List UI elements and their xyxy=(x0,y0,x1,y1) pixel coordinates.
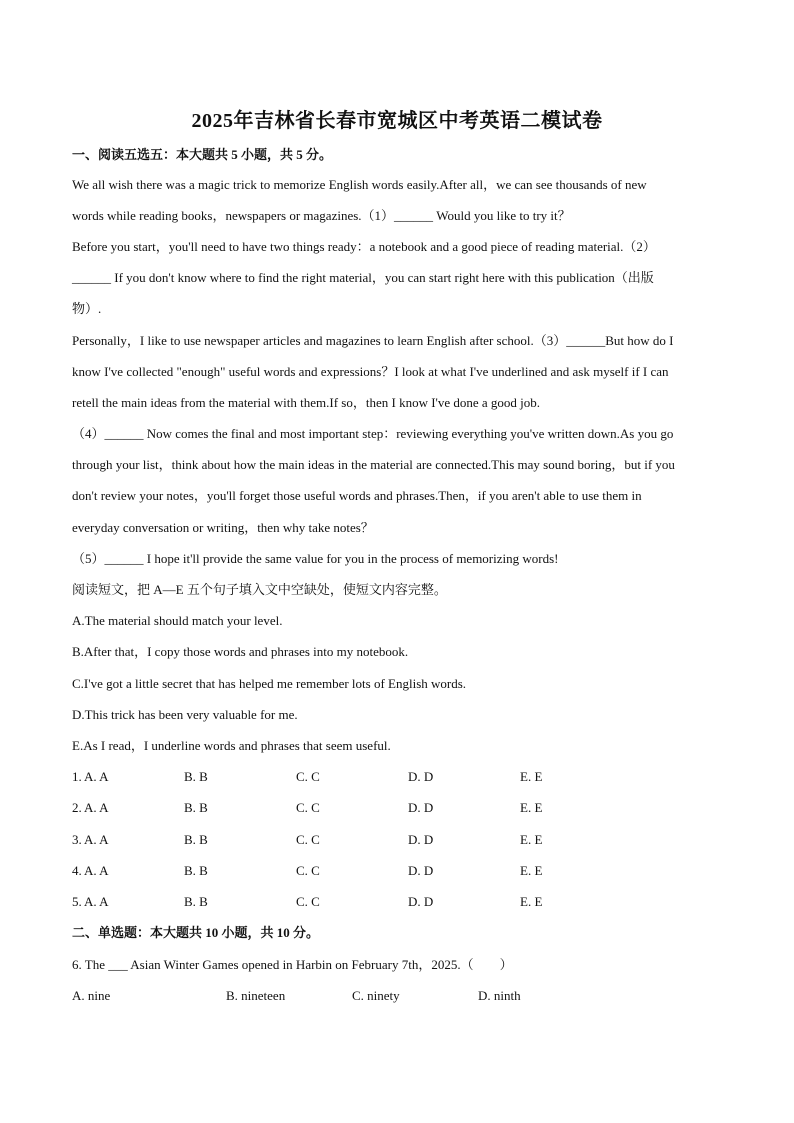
choice-d[interactable]: D. D xyxy=(408,769,434,784)
sentence-option-e: E.As I read，I underline words and phrases that seem useful. xyxy=(72,738,391,753)
choice-c[interactable]: C. C xyxy=(296,769,320,784)
passage-line: （5）______ I hope it'll provide the same value for you in the process of memorizing words! xyxy=(72,551,559,566)
question-6-stem: 6. The ___ Asian Winter Games opened in Harbin on February 7th，2025.（ ） xyxy=(72,957,513,972)
section-heading-1: 一、阅读五选五：本大题共 5 小题，共 5 分。 xyxy=(72,147,333,162)
question-number: 5. xyxy=(72,894,82,909)
instruction-text: 阅读短文，把 A—E 五个句子填入文中空缺处，使短文内容完整。 xyxy=(72,582,447,597)
passage-line: Personally，I like to use newspaper articles and magazines to learn English after school.（3）______But how do I xyxy=(72,333,674,348)
choice-a[interactable]: A. A xyxy=(84,894,109,909)
choice-a[interactable]: A. nine xyxy=(72,988,111,1003)
choice-e[interactable]: E. E xyxy=(520,832,543,847)
choice-b[interactable]: B. B xyxy=(184,769,208,784)
section-heading-2: 二、单选题：本大题共 10 小题，共 10 分。 xyxy=(72,925,320,940)
choice-e[interactable]: E. E xyxy=(520,894,543,909)
choice-d[interactable]: D. D xyxy=(408,832,434,847)
sentence-option-c: C.I've got a little secret that has helped me remember lots of English words. xyxy=(72,676,467,691)
passage-line: words while reading books，newspapers or magazines.（1）______ Would you like to try it？ xyxy=(72,208,571,223)
passage-line: We all wish there was a magic trick to memorize English words easily.After all，we can see thousands of new xyxy=(72,177,647,192)
choice-c[interactable]: C. C xyxy=(296,800,320,815)
choice-e[interactable]: E. E xyxy=(520,800,543,815)
passage-line: （4）______ Now comes the final and most important step：reviewing everything you've written down.As you go xyxy=(72,426,674,441)
choice-a[interactable]: A. A xyxy=(84,832,109,847)
choice-a[interactable]: A. A xyxy=(84,769,109,784)
choice-b[interactable]: B. B xyxy=(184,832,208,847)
passage-line: Before you start，you'll need to have two things ready：a notebook and a good piece of reading material.（2） xyxy=(72,239,656,254)
choice-a[interactable]: A. A xyxy=(84,863,109,878)
choice-e[interactable]: E. E xyxy=(520,863,543,878)
passage-line: through your list，think about how the main ideas in the material are connected.This may sound boring，but if you xyxy=(72,457,675,472)
choice-b[interactable]: B. B xyxy=(184,894,208,909)
sentence-option-a: A.The material should match your level. xyxy=(72,613,283,628)
passage-line: know I've collected "enough" useful words and expressions？I look at what I've underlined and ask myself if I can xyxy=(72,364,669,379)
choice-d[interactable]: D. D xyxy=(408,800,434,815)
passage-line: everyday conversation or writing，then why take notes？ xyxy=(72,520,374,535)
choice-b[interactable]: B. B xyxy=(184,800,208,815)
choice-c[interactable]: C. C xyxy=(296,863,320,878)
passage-line: 物）. xyxy=(72,301,102,316)
choice-c[interactable]: C. ninety xyxy=(352,988,400,1003)
question-number: 3. xyxy=(72,832,82,847)
sentence-option-d: D.This trick has been very valuable for me. xyxy=(72,707,298,722)
question-number: 4. xyxy=(72,863,82,878)
choice-b[interactable]: B. B xyxy=(184,863,208,878)
passage-line: ______ If you don't know where to find the right material，you can start right here with this publication（出版 xyxy=(72,270,654,285)
question-number: 1. xyxy=(72,769,82,784)
choice-d[interactable]: D. ninth xyxy=(478,988,521,1003)
sentence-option-b: B.After that，I copy those words and phrases into my notebook. xyxy=(72,644,409,659)
question-number: 2. xyxy=(72,800,82,815)
choice-b[interactable]: B. nineteen xyxy=(226,988,286,1003)
choice-c[interactable]: C. C xyxy=(296,832,320,847)
choice-d[interactable]: D. D xyxy=(408,894,434,909)
passage-line: retell the main ideas from the material with them.If so，then I know I've done a good job. xyxy=(72,395,541,410)
choice-c[interactable]: C. C xyxy=(296,894,320,909)
choice-e[interactable]: E. E xyxy=(520,769,543,784)
choice-a[interactable]: A. A xyxy=(84,800,109,815)
page-title: 2025年吉林省长春市宽城区中考英语二模试卷 xyxy=(191,110,603,132)
choice-d[interactable]: D. D xyxy=(408,863,434,878)
passage-line: don't review your notes，you'll forget those useful words and phrases.Then，if you aren't able to use them in xyxy=(72,488,642,503)
